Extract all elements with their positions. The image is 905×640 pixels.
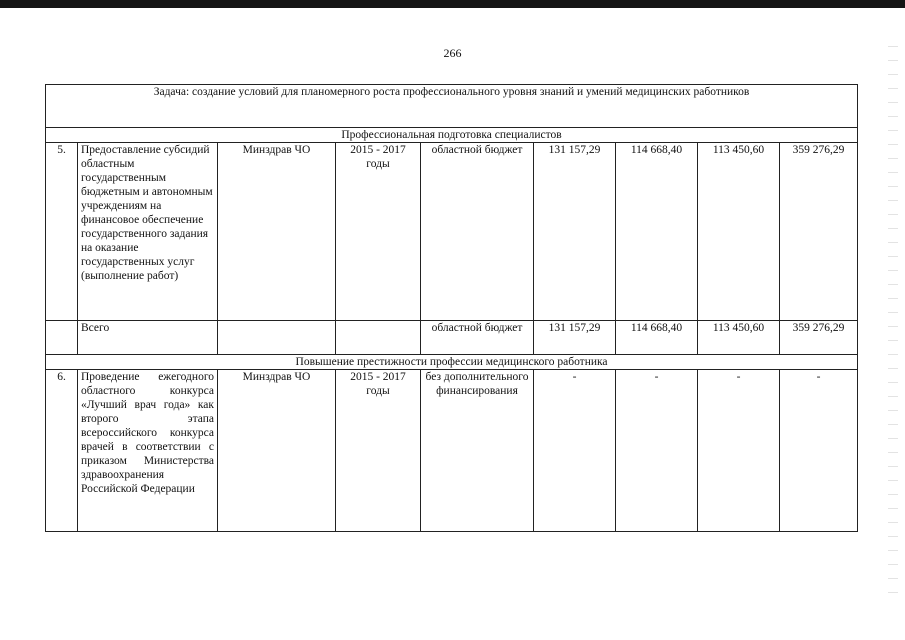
activity-description: Проведение ежегодного областного конкурса «Лучший врач года» как второго этапа всероссийского конкурса врачей в соответствии с приказом Министерства здравоохранения Российской Федерации xyxy=(78,370,218,532)
value-2016: - xyxy=(616,370,698,532)
value-total: - xyxy=(780,370,858,532)
page-number: 266 xyxy=(443,46,462,60)
section-title: Профессиональная подготовка специалистов xyxy=(46,128,858,143)
funding-source-cell: без дополнительного финансирования xyxy=(421,370,534,532)
executor-cell: Минздрав ЧО xyxy=(218,143,336,321)
executor-cell: Минздрав ЧО xyxy=(218,370,336,532)
scan-top-border xyxy=(0,0,905,8)
table-row xyxy=(46,143,858,321)
value-2016: 114 668,40 xyxy=(616,321,698,355)
total-label: Всего xyxy=(78,321,218,355)
task-row xyxy=(46,85,858,128)
period-cell: 2015 - 2017 годы xyxy=(336,143,421,321)
value-2015: 131 157,29 xyxy=(534,143,616,321)
scan-edge-artifact xyxy=(888,40,898,600)
section-header-row xyxy=(46,355,858,370)
value-2015: 131 157,29 xyxy=(534,321,616,355)
period-cell: 2015 - 2017 годы xyxy=(336,370,421,532)
value-total: 359 276,29 xyxy=(780,321,858,355)
value-2016: 114 668,40 xyxy=(616,143,698,321)
value-2017: - xyxy=(698,370,780,532)
empty-cell xyxy=(46,321,78,355)
empty-cell xyxy=(336,321,421,355)
value-total: 359 276,29 xyxy=(780,143,858,321)
value-2017: 113 450,60 xyxy=(698,321,780,355)
value-2015: - xyxy=(534,370,616,532)
empty-cell xyxy=(218,321,336,355)
row-number: 5. xyxy=(46,143,78,321)
total-row xyxy=(46,321,858,355)
funding-source-cell: областной бюджет xyxy=(421,321,534,355)
section-title: Повышение престижности профессии медицинского работника xyxy=(46,355,858,370)
activity-description: Предоставление субсидий областным государственным бюджетным и автономным учреждениям на финансовое обеспечение государственного задания на оказание государственных услуг (выполнение работ) xyxy=(78,143,218,321)
row-number: 6. xyxy=(46,370,78,532)
section-header-row xyxy=(46,128,858,143)
program-table xyxy=(45,84,858,532)
value-2017: 113 450,60 xyxy=(698,143,780,321)
funding-source-cell: областной бюджет xyxy=(421,143,534,321)
task-title: Задача: создание условий для планомерного роста профессионального уровня знаний и умений медицинских работников xyxy=(46,85,858,128)
table-row xyxy=(46,370,858,532)
